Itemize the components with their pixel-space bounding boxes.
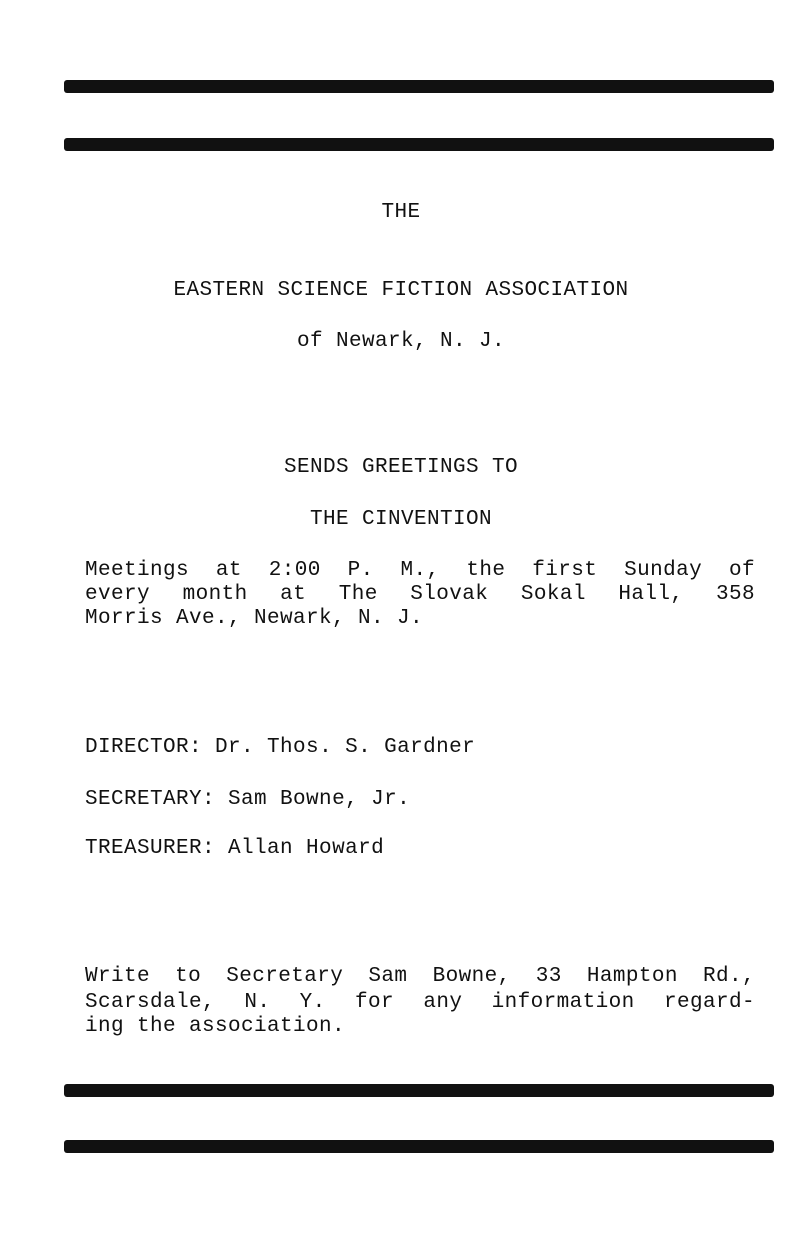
meetings-line-1: Meetings at 2:00 P. M., the first Sunday of [85,559,755,582]
officer-label: SECRETARY: [85,788,216,811]
bottom-rule-1 [64,1084,774,1097]
contact-line-3: ing the association. [85,1015,346,1038]
heading-the: THE [381,201,421,224]
officer-label: DIRECTOR: [85,736,203,759]
officer-name: Sam Bowne, Jr. [228,788,411,811]
officer-director [85,736,475,760]
greeting-line-2: THE CINVENTION [309,508,493,531]
org-location: of Newark, N. J. [296,330,506,353]
officer-secretary [85,788,410,812]
contact-line-2: Scarsdale, N. Y. for any information regard- [85,991,755,1014]
contact-line-1: Write to Secretary Sam Bowne, 33 Hampton Rd., [85,965,755,988]
officer-name: Allan Howard [228,837,385,860]
officer-name: Dr. Thos. S. Gardner [215,736,476,759]
officer-treasurer [85,837,384,861]
officer-label: TREASURER: [85,837,216,860]
bottom-rule-2 [64,1140,774,1153]
greeting-line-1: SENDS GREETINGS TO [283,456,519,479]
org-name: EASTERN SCIENCE FICTION ASSOCIATION [173,279,629,302]
meetings-line-2: every month at The Slovak Sokal Hall, 358 [85,583,755,606]
meetings-line-3: Morris Ave., Newark, N. J. [85,607,424,630]
top-rule-1 [64,80,774,93]
top-rule-2 [64,138,774,151]
